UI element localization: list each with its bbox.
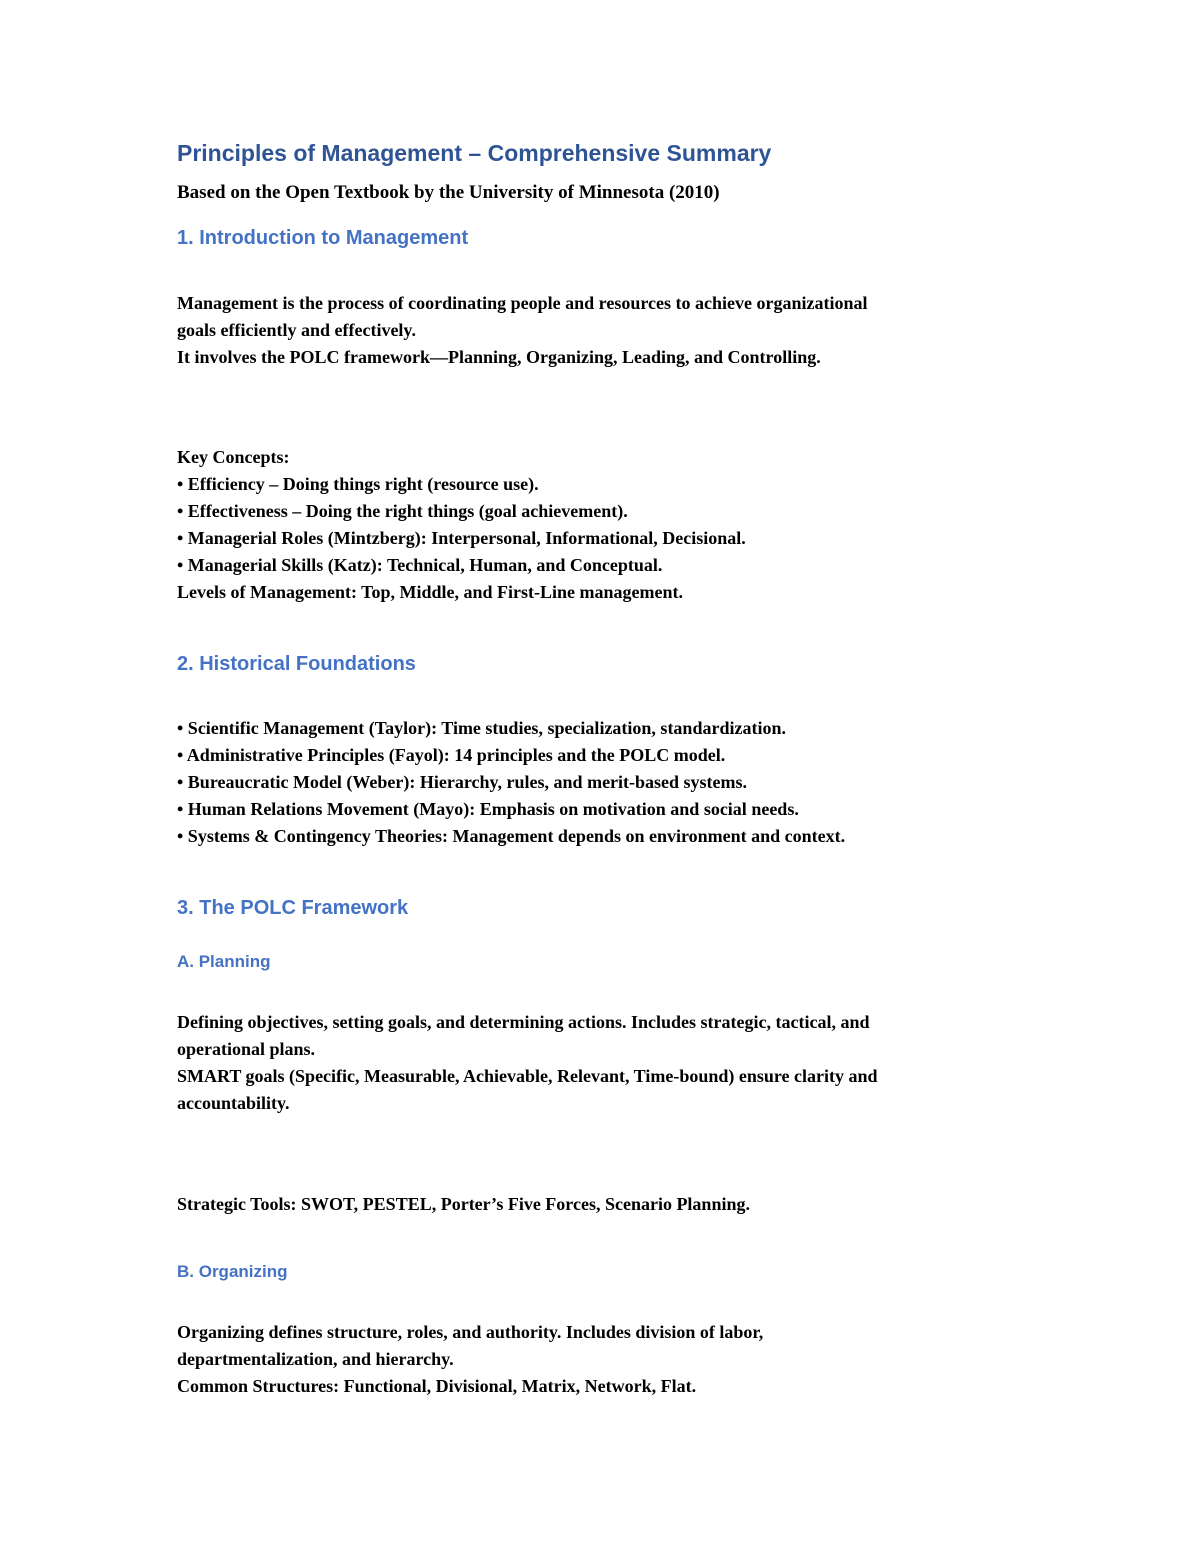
common-structures: Common Structures: Functional, Divisional, Matrix, Network, Flat.: [177, 1376, 697, 1396]
organizing-paragraph-line: Organizing defines structure, roles, and authority. Includes division of labor,: [177, 1322, 764, 1342]
key-concept-bullet: • Effectiveness – Doing the right things (goal achievement).: [177, 501, 628, 521]
section-heading-introduction: 1. Introduction to Management: [177, 227, 469, 249]
section-heading-polc-framework: 3. The POLC Framework: [177, 897, 409, 919]
subsection-heading-organizing: B. Organizing: [177, 1262, 288, 1281]
key-concept-bullet: • Managerial Skills (Katz): Technical, Human, and Conceptual.: [177, 555, 663, 575]
intro-paragraph-line: Management is the process of coordinating people and resources to achieve organizational: [177, 293, 868, 313]
section-heading-historical-foundations: 2. Historical Foundations: [177, 653, 416, 675]
key-concept-bullet: • Efficiency – Doing things right (resource use).: [177, 474, 539, 494]
levels-of-management: Levels of Management: Top, Middle, and First-Line management.: [177, 582, 683, 602]
intro-paragraph-line: It involves the POLC framework—Planning, Organizing, Leading, and Controlling.: [177, 347, 821, 367]
document-title: Principles of Management – Comprehensive Summary: [177, 140, 772, 166]
planning-paragraph-line: Defining objectives, setting goals, and determining actions. Includes strategic, tactical, and: [177, 1012, 870, 1032]
history-bullet: • Administrative Principles (Fayol): 14 principles and the POLC model.: [177, 745, 726, 765]
planning-paragraph-line: accountability.: [177, 1093, 290, 1113]
key-concepts-label: Key Concepts:: [177, 447, 290, 467]
strategic-tools: Strategic Tools: SWOT, PESTEL, Porter’s Five Forces, Scenario Planning.: [177, 1194, 750, 1214]
planning-paragraph-line: operational plans.: [177, 1039, 316, 1059]
history-bullet: • Bureaucratic Model (Weber): Hierarchy, rules, and merit-based systems.: [177, 772, 748, 792]
key-concept-bullet: • Managerial Roles (Mintzberg): Interpersonal, Informational, Decisional.: [177, 528, 746, 548]
history-bullet: • Human Relations Movement (Mayo): Emphasis on motivation and social needs.: [177, 799, 799, 819]
intro-paragraph-line: goals efficiently and effectively.: [177, 320, 416, 340]
planning-paragraph-line: SMART goals (Specific, Measurable, Achievable, Relevant, Time-bound) ensure clarity and: [177, 1066, 878, 1086]
history-bullet: • Systems & Contingency Theories: Management depends on environment and context.: [177, 826, 846, 846]
subsection-heading-planning: A. Planning: [177, 952, 271, 971]
history-bullet: • Scientific Management (Taylor): Time studies, specialization, standardization.: [177, 718, 786, 738]
organizing-paragraph-line: departmentalization, and hierarchy.: [177, 1349, 454, 1369]
document-subtitle: Based on the Open Textbook by the University of Minnesota (2010): [177, 182, 720, 203]
